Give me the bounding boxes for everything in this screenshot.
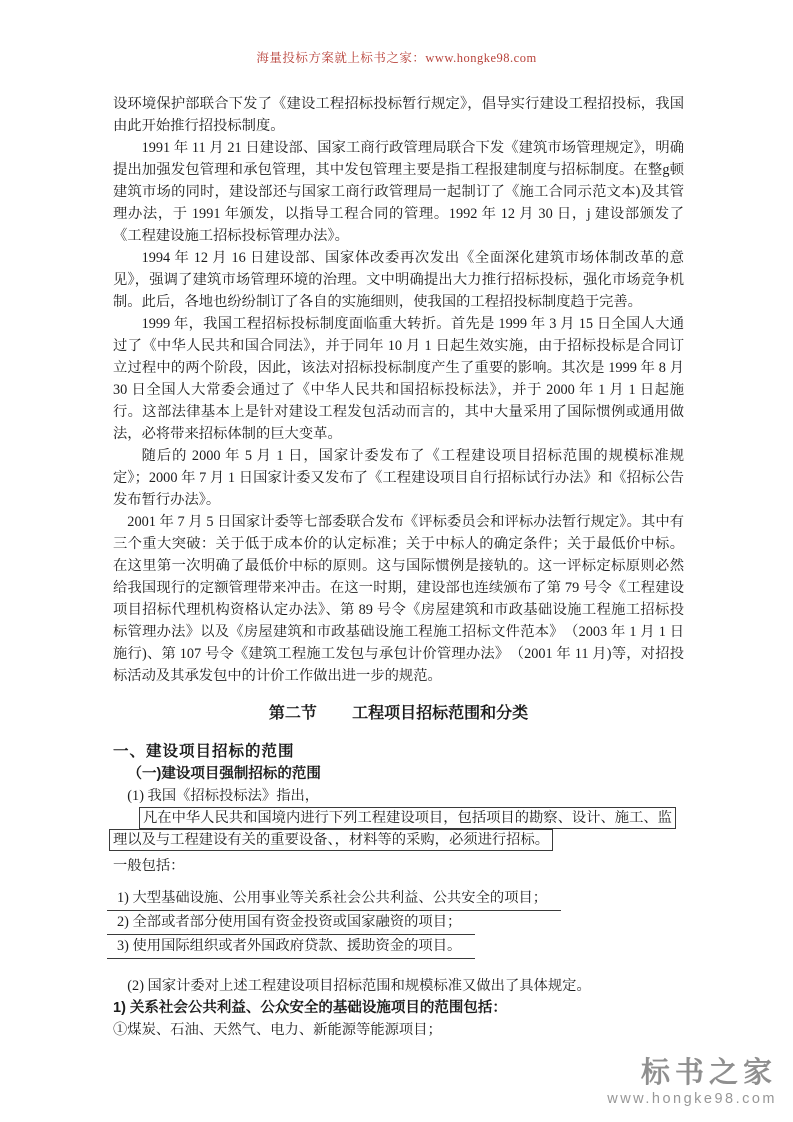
boxed-text-line: 凡在中华人民共和国境内进行下列工程建设项目，包括项目的勘察、设计、施工、监 — [139, 807, 676, 829]
paragraph: 1991 年 11 月 21 日建设部、国家工商行政管理局联合下发《建筑市场管理规定》，明确提出加强发包管理和承包管理，其中发包管理主要是指工程报建制度与招标制度。在整g顿建筑市场的同时，建设部还与国家工商行政管理局一起制订了《施工合同示范文本)及其管理办法，于 1991 年颁发，以指导工程合同的管理。1992 年 12 月 30 日，j 建设部颁发了《工程建设施工招标投标管理办法》。 — [113, 140, 684, 244]
circled-subitem: ①煤炭、石油、天然气、电力、新能源等能源项目； — [113, 1022, 442, 1038]
underlined-item: 2) 全部或者部分使用国有资金投资或国家融资的项目； — [113, 910, 684, 934]
watermark-url: www.hongke98.com — [607, 1091, 777, 1107]
watermark-logo: 标书之家 — [640, 1057, 777, 1089]
bold-subitem: 1) 关系社会公共利益、公众安全的基础设施项目的范围包括： — [113, 1000, 507, 1016]
page-header-promo: 海量投标方案就上标书之家：www.hongke98.com — [256, 51, 537, 65]
general-include-label: 一般包括： — [113, 858, 185, 874]
paragraph: 设环境保护部联合下发了《建设工程招标投标暂行规定》，倡导实行建设工程招投标，我国由此开始推行招投标制度。 — [113, 96, 684, 134]
list-item-point1: (1) 我国《招标投标法》指出， — [127, 788, 320, 804]
boxed-text-line: 理以及与工程建设有关的重要设备、，材料等的采购，必须进行招标。 — [109, 829, 553, 851]
list-item-point2: (2) 国家计委对上述工程建设项目招标范围和规模标准又做出了具体规定。 — [127, 978, 591, 994]
underlined-item: 1) 大型基础设施、公用事业等关系社会公共利益、公共安全的项目； — [113, 886, 684, 910]
paragraph: 随后的 2000 年 5 月 1 日，国家计委发布了《工程建设项目招标范围的规模标准规定》；2000 年 7 月 1 日国家计委又发布了《工程建设项目自行招标试行办法》和《招标公告发布暂行办法》。 — [113, 448, 684, 508]
section-heading — [113, 703, 684, 725]
underlined-item-list — [113, 886, 684, 958]
paragraph: 1994 年 12 月 16 日建设部、国家体改委再次发出《全面深化建筑市场体制改革的意见》，强调了建筑市场管理环境的治理。文中明确提出大力推行招标投标，强化市场竞争机制。此后，各地也纷纷制订了各自的实施细则，使我国的工程招投标制度趋于完善。 — [113, 250, 684, 310]
section-number: 第二节 — [268, 705, 317, 722]
underlined-item: 3) 使用国际组织或者外国政府贷款、援助资金的项目。 — [113, 934, 684, 958]
paragraph: 1999 年，我国工程招标投标制度面临重大转折。首先是 1999 年 3 月 15 日全国人大通过了《中华人民共和国合同法》，并于同年 10 月 1 日起生效实施，由于招标投标是合同订立过程中的两个阶段，因此，该法对招标投标制度产生了重要的影响。其次是 1999 年 8 月 30 日全国人大常委会通过了《中华人民共和国招标投标法》，并于 2000 年 1 月 1 日起施行。这部法律基本上是针对建设工程发包活动而言的，其中大量采用了国际惯例或通用做法，必将带来招标体制的巨大变革。 — [113, 316, 684, 442]
subheading-level1: 一、建设项目招标的范围 — [113, 743, 295, 760]
document-body — [113, 93, 684, 1041]
subheading-level2: （一)建设项目强制招标的范围 — [127, 766, 321, 782]
watermark — [607, 1056, 777, 1108]
section-title: 工程项目招标范围和分类 — [352, 705, 529, 722]
paragraph: 2001 年 7 月 5 日国家计委等七部委联合发布《评标委员会和评标办法暂行规定》。其中有三个重大突破：关于低于成本价的认定标准；关于中标人的确定条件；关于最低价中标。在这里第一次明确了最低价中标的原则。这与国际惯例是接轨的。这一评标定标原则必然给我国现行的定额管理带来冲击。在这一时期，建设部也连续颁布了第 79 号令《工程建设项目招标代理机构资格认定办法》、第 89 号令《房屋建筑和市政基础设施工程施工招标投标管理办法》以及《房屋建筑和市政基础设施工程施工招标文件范本》 （2003 年 1 月 1 日施行)、第 107 号令《建筑工程施工发包与承包计价管理办法》 （2001 年 11 月)等，对招投标活动及其承发包中的计价工作做出进一步的规范。 — [113, 514, 684, 684]
